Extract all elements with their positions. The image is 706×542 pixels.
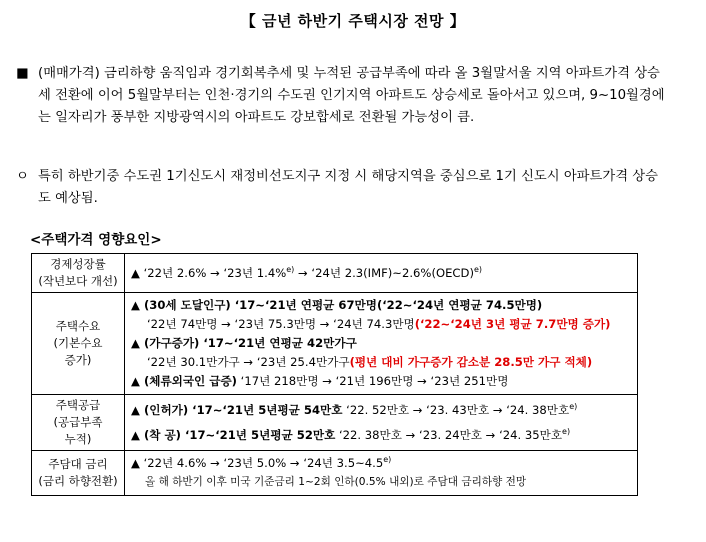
estimate-mark: e) [569,401,578,411]
table-heading: <주택가격 영향요인> [30,232,162,248]
content-line: ▲ (30세 도달인구) ‘17~‘21년 연평균 67만명(‘22~‘24년 연평균 74.5만명) [131,298,543,312]
square-bullet-icon: ■ [16,66,29,81]
text: ▲ (체류외국인 급증) [131,374,237,388]
content-line [131,264,631,283]
estimate-mark: e) [473,264,483,274]
label-line: 경제성장률 [50,257,106,271]
label-line: 주택공급 [55,398,101,412]
label-line: 증가) [64,353,92,367]
circle-bullet-icon: ㅇ [16,169,29,184]
label-line: 주담대 금리 [48,457,108,471]
text: ▲ (착 공) ‘17~‘21년 5년평균 52만호 [131,427,336,442]
estimate-mark: e) [383,455,392,465]
label-line: (기본수요 [53,336,103,350]
content-line [131,454,631,473]
text: → ‘24년 2.3(IMF)~2.6%(OECD) [294,265,474,280]
content-line [131,372,631,391]
row-label-supply [32,395,125,451]
text: ‘22년 74만명 → ‘23년 75.3만명 → ‘24년 74.3만명 [147,317,415,331]
content-line [131,353,631,372]
row-label-rate [32,451,125,496]
text: ▲ ‘22년 2.6% → ‘23년 1.4% [131,265,287,280]
table-row [32,254,638,293]
row-content-demand [125,293,638,395]
paragraph-text: (매매가격) 금리하향 움직임과 경기회복추세 및 누적된 공급부족에 따라 올 3월말서울 지역 아파트가격 상승세 전환에 이어 5월말부터는 인천·경기의 수도권 인기지역 아파트도 상승세로 돌아서고 있으며, 9~10월경에는 일자리가 풍부한 지방광역시의 아파트도 강보합세로 전환될 가능성이 큼. [38,66,665,125]
highlight-text: (평년 대비 가구증가 감소분 28.5만 가구 적체) [349,355,593,369]
row-content-growth [125,254,638,293]
content-line [131,426,631,445]
content-line: ▲ (가구증가) ‘17~‘21년 연평균 42만가구 [131,336,357,350]
text: ‘22. 38만호 → ‘23. 24만호 → ‘24. 35만호 [335,427,563,442]
estimate-mark: e) [562,426,571,436]
page-title: 【 금년 하반기 주택시장 전망 】 [240,12,466,30]
table-row [32,395,638,451]
housing-price-factors-table [31,253,638,496]
text: ‘17년 218만명 → ‘21년 196만명 → ‘23년 251만명 [236,374,509,388]
estimate-mark: e) [286,264,295,274]
label-line: (공급부족 [53,415,103,429]
label-line: (작년보다 개선) [38,274,118,288]
label-line: 누적) [64,432,92,446]
row-label-growth [32,254,125,293]
content-line: 올 해 하반기 이후 미국 기준금리 1~2회 인하(0.5% 내외)로 주담대 금리하향 전망 [145,476,527,488]
content-line [131,401,631,420]
content-line [131,315,631,334]
paragraph-sale-price [16,63,666,129]
highlight-text: (‘22~‘24년 3년 평균 7.7만명 증가) [414,317,611,331]
table-row [32,451,638,496]
text: ▲ (인허가) ‘17~‘21년 5년평균 54만호 [131,402,343,417]
row-label-demand [32,293,125,395]
text: ‘22년 30.1만가구 → ‘23년 25.4만가구 [147,355,350,369]
text: ▲ ‘22년 4.6% → ‘23년 5.0% → ‘24년 3.5~4.5 [131,456,384,470]
label-line: (금리 하향전환) [38,474,118,488]
table-row [32,293,638,395]
row-content-supply [125,395,638,451]
paragraph-new-town [16,166,666,210]
paragraph-text: 특히 하반기중 수도권 1기신도시 재정비선도지구 지정 시 해당지역을 중심으로 1기 신도시 아파트가격 상승도 예상됨. [38,169,658,206]
row-content-rate [125,451,638,496]
label-line: 주택수요 [55,319,101,333]
text: ‘22. 52만호 → ‘23. 43만호 → ‘24. 38만호 [342,402,570,417]
